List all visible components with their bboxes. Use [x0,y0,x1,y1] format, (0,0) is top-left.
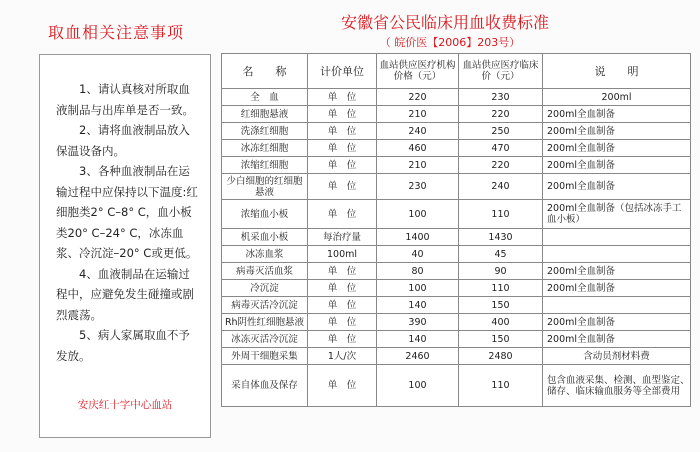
cell-unit: 单 位 [308,297,377,314]
table-row [222,263,691,280]
cell-note: 200ml全血制备 [543,123,691,140]
cell-institution-price: 460 [377,140,459,157]
cell-note: 200ml全血制备（包括冰冻手工血小板） [543,200,691,229]
cell-clinical-price: 1430 [459,229,543,246]
cell-unit: 单 位 [308,200,377,229]
cell-unit: 单 位 [308,365,377,407]
cell-note: 200ml全血制备 [543,331,691,348]
cell-clinical-price: 220 [459,157,543,174]
cell-unit: 单 位 [308,263,377,280]
cell-unit: 每治疗量 [308,229,377,246]
cell-note: 200ml全血制备 [543,157,691,174]
cell-name: 外周干细胞采集 [222,348,308,365]
cell-name: 病毒灭活血浆 [222,263,308,280]
table-row [222,89,691,106]
cell-unit: 单 位 [308,157,377,174]
cell-clinical-price: 45 [459,246,543,263]
notice-title: 取血相关注意事项 [47,23,184,42]
cell-name: 冰冻血浆 [222,246,308,263]
cell-unit: 单 位 [308,106,377,123]
cell-name: 红细胞悬液 [222,106,308,123]
cell-clinical-price: 110 [459,280,543,297]
cell-institution-price: 210 [377,106,459,123]
cell-institution-price: 100 [377,280,459,297]
notice-item: 1、请认真核对所取血液制品与出库单是否一致。 [56,82,194,117]
cell-note: 200ml全血制备 [543,280,691,297]
cell-name: 少白细胞的红细胞悬液 [222,174,308,200]
table-row [222,314,691,331]
table-row [222,106,691,123]
cell-note: 200ml全血制备 [543,140,691,157]
cell-institution-price: 220 [377,89,459,106]
cell-unit: 1人/次 [308,348,377,365]
cell-name: 机采血小板 [222,229,308,246]
cell-name: 冷沉淀 [222,280,308,297]
signature: 安庆红十字中心血站 [77,398,173,411]
table-row [222,331,691,348]
cell-name: 全 血 [222,89,308,106]
table-row [222,140,691,157]
cell-clinical-price: 110 [459,365,543,407]
cell-institution-price: 100 [377,200,459,229]
cell-clinical-price: 230 [459,89,543,106]
cell-note: 200ml全血制备 [543,314,691,331]
cell-clinical-price: 150 [459,297,543,314]
cell-note: 200ml [543,89,691,106]
fee-table-title: 安徽省公民临床用血收费标准 [340,13,549,32]
cell-clinical-price: 240 [459,174,543,200]
cell-institution-price: 140 [377,331,459,348]
cell-note: 含动员剂材料费 [543,348,691,365]
cell-name: 洗涤红细胞 [222,123,308,140]
header-note: 说 明 [543,54,691,89]
cell-unit: 单 位 [308,314,377,331]
cell-note [543,246,691,263]
cell-clinical-price: 220 [459,106,543,123]
cell-institution-price: 80 [377,263,459,280]
table-row [222,157,691,174]
notice-item: 5、病人家属取血不予发放。 [56,328,190,363]
table-row [222,365,691,407]
fee-table [221,53,691,407]
cell-clinical-price: 470 [459,140,543,157]
fee-table-subtitle: （ 皖价医【2006】203号） [379,36,521,49]
notice-item: 3、各种血液制品在运输过程中应保持以下温度:红细胞类2° C–8° C，血小板类20° C–24° C，冰冻血浆、冷沉淀–20° C或更低。 [56,164,198,260]
header-institution-price: 血站供应医疗机构价格（元） [377,54,459,89]
cell-clinical-price: 2480 [459,348,543,365]
cell-clinical-price: 90 [459,263,543,280]
table-header-row [222,54,691,89]
cell-name: 冰冻灭活冷沉淀 [222,331,308,348]
cell-institution-price: 40 [377,246,459,263]
cell-clinical-price: 150 [459,331,543,348]
cell-clinical-price: 400 [459,314,543,331]
cell-note: 200ml全血制备 [543,174,691,200]
cell-institution-price: 1400 [377,229,459,246]
cell-name: 采自体血及保存 [222,365,308,407]
header-clinical-price: 血站供应医疗临床价（元） [459,54,543,89]
cell-name: 病毒灭活冷沉淀 [222,297,308,314]
cell-institution-price: 210 [377,157,459,174]
table-row [222,123,691,140]
table-row [222,348,691,365]
notice-item: 4、血液制品在运输过程中，应避免发生碰撞或剧烈震荡。 [56,266,194,322]
table-row [222,297,691,314]
cell-unit: 单 位 [308,140,377,157]
cell-unit: 单 位 [308,174,377,200]
cell-note: 包含血液采集、检测、血型鉴定、储存、临床输血服务等全部费用 [543,365,691,407]
cell-name: 冰冻红细胞 [222,140,308,157]
cell-institution-price: 230 [377,174,459,200]
cell-name: Rh阴性红细胞悬液 [222,314,308,331]
cell-institution-price: 140 [377,297,459,314]
header-name: 名 称 [222,54,308,89]
cell-clinical-price: 110 [459,200,543,229]
cell-note: 200ml全血制备 [543,263,691,280]
table-row [222,200,691,229]
cell-note [543,297,691,314]
cell-name: 浓缩红细胞 [222,157,308,174]
cell-unit: 单 位 [308,89,377,106]
table-row [222,280,691,297]
table-row [222,246,691,263]
table-row [222,174,691,200]
cell-unit: 单 位 [308,280,377,297]
table-row [222,229,691,246]
cell-unit: 单 位 [308,123,377,140]
cell-clinical-price: 250 [459,123,543,140]
cell-name: 浓缩血小板 [222,200,308,229]
cell-institution-price: 390 [377,314,459,331]
cell-institution-price: 240 [377,123,459,140]
notice-item: 2、请将血液制品放入保温设备内。 [56,123,190,158]
cell-note: 200ml全血制备 [543,106,691,123]
cell-unit: 单 位 [308,331,377,348]
cell-institution-price: 100 [377,365,459,407]
cell-institution-price: 2460 [377,348,459,365]
header-unit: 计价单位 [308,54,377,89]
notice-box [39,54,211,438]
cell-note [543,229,691,246]
cell-unit: 100ml [308,246,377,263]
